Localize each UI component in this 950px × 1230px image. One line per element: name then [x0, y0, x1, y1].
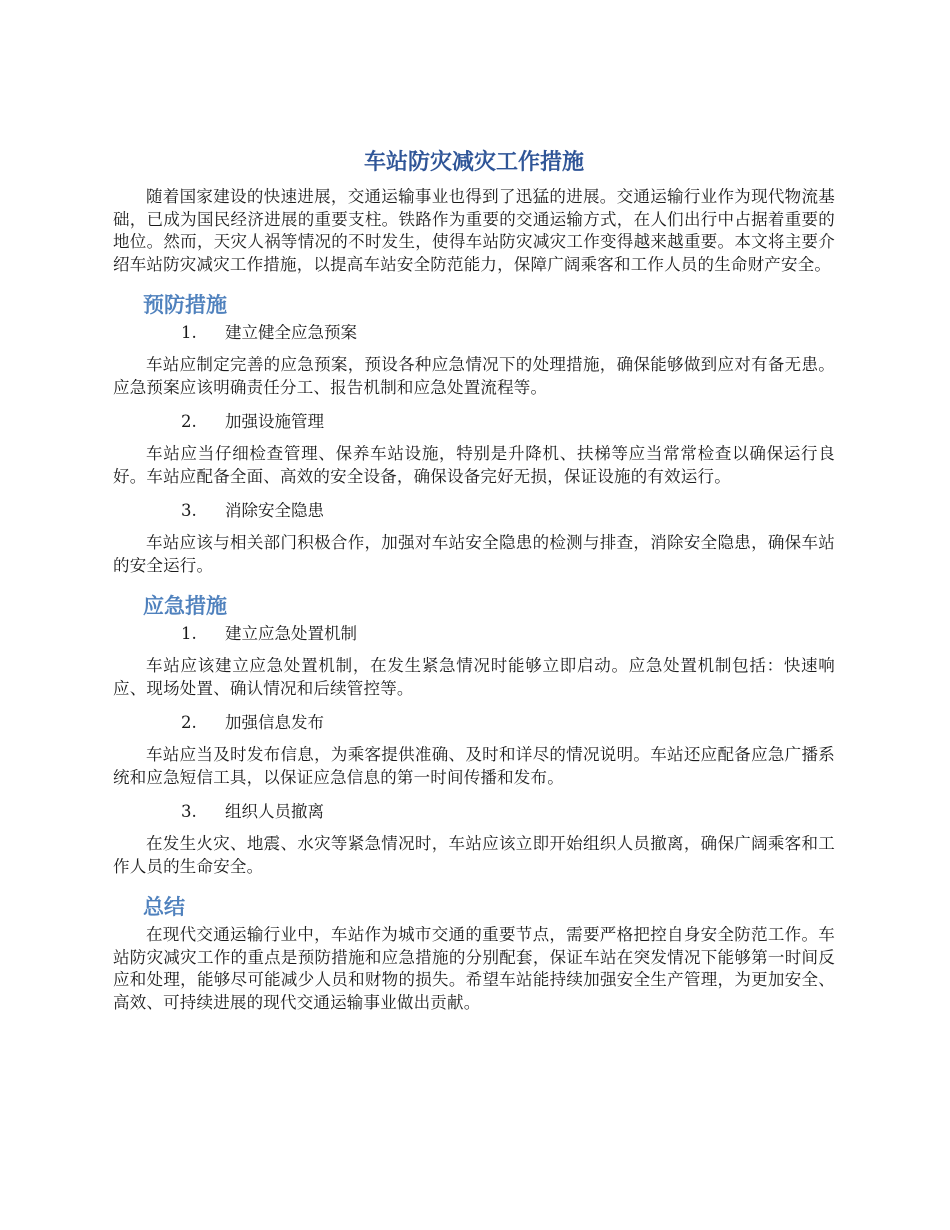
- list-number: 2.: [181, 713, 197, 732]
- list-item-body: 车站应制定完善的应急预案，预设各种应急情况下的处理措施，确保能够做到应对有备无患。应急预案应该明确责任分工、报告机制和应急处置流程等。: [113, 355, 835, 397]
- list-number: 2.: [181, 412, 197, 431]
- list-item-body: 车站应该建立应急处置机制，在发生紧急情况时能够立即启动。应急处置机制包括：快速响应、现场处置、确认情况和后续管控等。: [113, 656, 835, 698]
- list-item-body: 车站应该与相关部门积极合作，加强对车站安全隐患的检测与排查，消除安全隐患，确保车站的安全运行。: [113, 533, 835, 575]
- list-item-body: 在发生火灾、地震、水灾等紧急情况时，车站应该立即开始组织人员撤离，确保广阔乘客和工作人员的生命安全。: [113, 834, 835, 876]
- list-item: [113, 500, 835, 577]
- list-item: [113, 712, 835, 789]
- section-summary: [113, 890, 835, 1014]
- list-number: 1.: [181, 323, 197, 342]
- list-item-title: 组织人员撤离: [225, 802, 324, 821]
- intro-paragraph: 随着国家建设的快速进展，交通运输事业也得到了迅猛的进展。交通运输行业作为现代物流基础，已成为国民经济进展的重要支柱。铁路作为重要的交通运输方式，在人们出行中占据着重要的地位。然而，天灾人祸等情况的不时发生，使得车站防灾减灾工作变得越来越重要。本文将主要介绍车站防灾减灾工作措施，以提高车站安全防范能力，保障广阔乘客和工作人员的生命财产安全。: [113, 187, 835, 274]
- list-number: 1.: [181, 624, 197, 643]
- document-title: 车站防灾减灾工作措施: [363, 150, 584, 175]
- list-item: [113, 623, 835, 700]
- list-item: [113, 411, 835, 488]
- section-emergency: [113, 589, 835, 878]
- list-item-title: 加强信息发布: [225, 713, 324, 732]
- list-number: 3.: [181, 501, 197, 520]
- section-heading: 预防措施: [143, 293, 227, 317]
- list-item: [113, 801, 835, 878]
- list-item-body: 车站应当仔细检查管理、保养车站设施，特别是升降机、扶梯等应当常常检查以确保运行良好。车站应配备全面、高效的安全设备，确保设备完好无损，保证设施的有效运行。: [113, 444, 835, 486]
- list-item-title: 建立健全应急预案: [225, 323, 357, 342]
- summary-paragraph: 在现代交通运输行业中，车站作为城市交通的重要节点，需要严格把控自身安全防范工作。车站防灾减灾工作的重点是预防措施和应急措施的分别配套，保证车站在突发情况下能够第一时间反应和处理，能够尽可能减少人员和财物的损失。希望车站能持续加强安全生产管理，为更加安全、高效、可持续进展的现代交通运输事业做出贡献。: [113, 925, 835, 1012]
- section-prevention: [113, 288, 835, 577]
- list-number: 3.: [181, 802, 197, 821]
- section-heading: 应急措施: [143, 594, 227, 618]
- document-page: [113, 146, 835, 1014]
- list-item: [113, 322, 835, 399]
- list-item-title: 加强设施管理: [225, 412, 324, 431]
- section-heading: 总结: [143, 895, 185, 919]
- list-item-body: 车站应当及时发布信息，为乘客提供准确、及时和详尽的情况说明。车站还应配备应急广播系统和应急短信工具，以保证应急信息的第一时间传播和发布。: [113, 745, 835, 787]
- list-item-title: 建立应急处置机制: [225, 624, 357, 643]
- list-item-title: 消除安全隐患: [225, 501, 324, 520]
